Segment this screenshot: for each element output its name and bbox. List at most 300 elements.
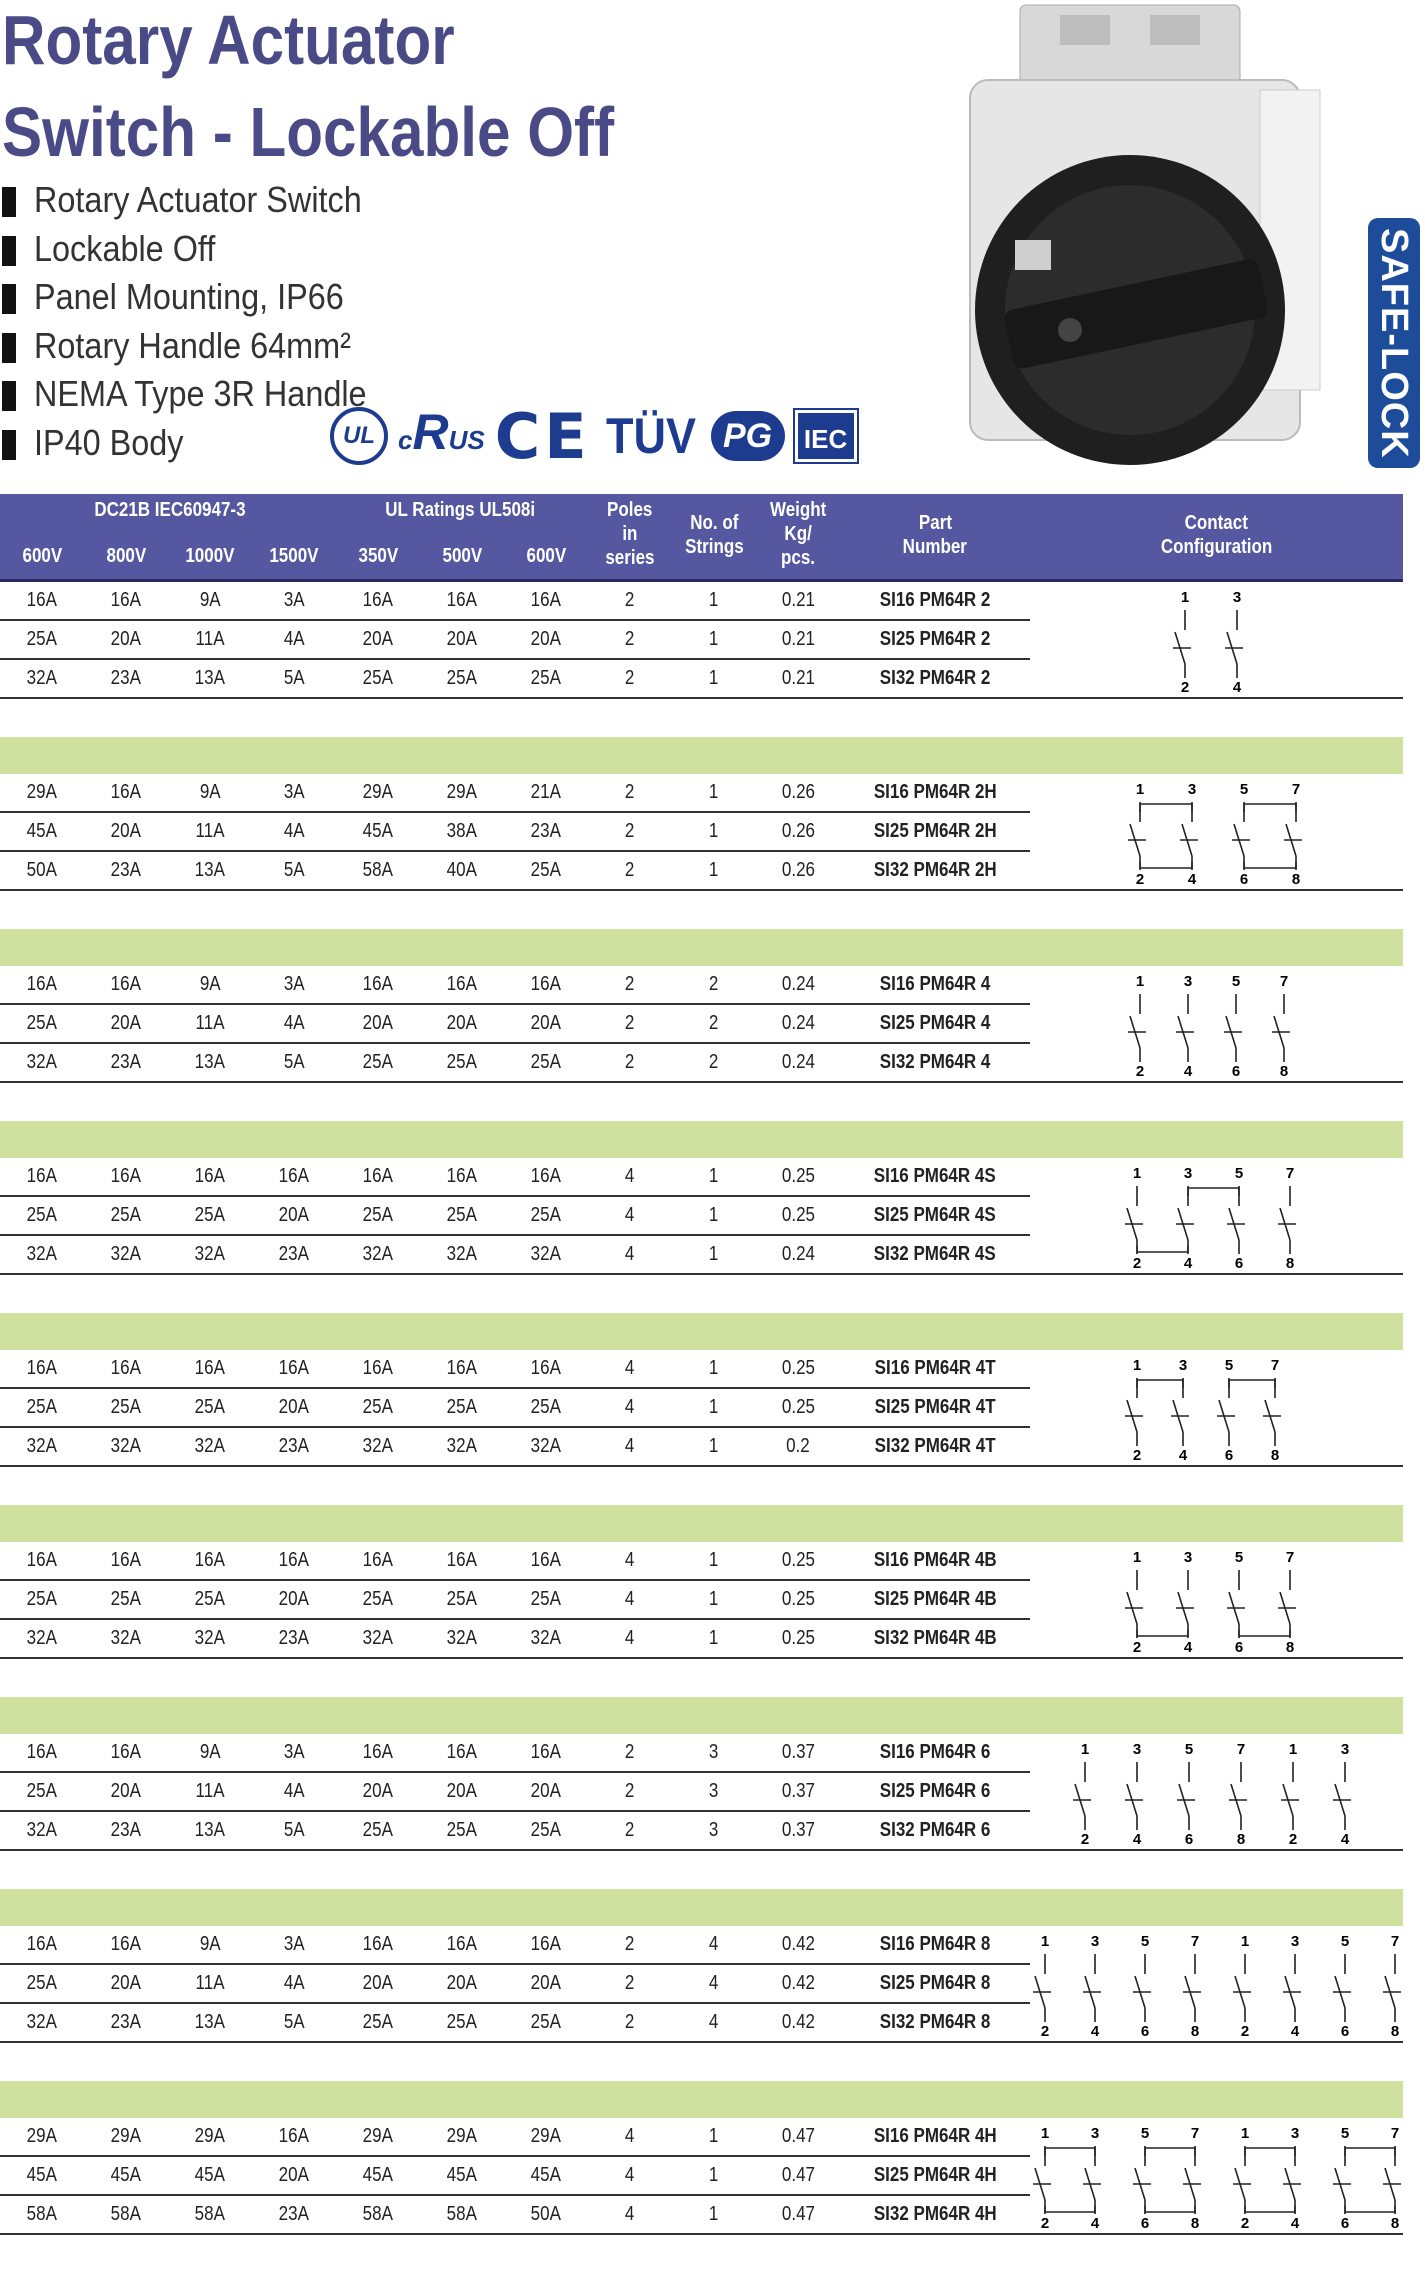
bullet-icon [2, 236, 16, 266]
pg-logo: PG [711, 411, 785, 461]
switch-contact-icon [1333, 1762, 1351, 1830]
cell-ul-350v: 20A [362, 1012, 394, 1034]
cell-dc-1000v: 58A [194, 2203, 226, 2225]
bridge-line [1239, 1630, 1290, 1636]
switch-contact-icon [1227, 1186, 1245, 1254]
cell-strings: 1 [709, 589, 719, 611]
cell-ul-350v: 16A [362, 589, 394, 611]
cell-dc-1000v: 25A [194, 1204, 226, 1226]
terminal-label: 4 [1183, 1255, 1193, 1272]
config-group [0, 1734, 1403, 1889]
switch-contact-icon [1173, 610, 1191, 678]
switch-contact-icon [1233, 1954, 1251, 2022]
cell-ul-500v: 20A [446, 1972, 478, 1994]
cell-weight: 0.2 [786, 1435, 810, 1457]
terminal-label: 6 [1184, 1831, 1194, 1848]
cell-ul-500v: 29A [446, 781, 478, 803]
terminal-label: 6 [1234, 1639, 1244, 1656]
cell-dc-600v: 32A [26, 1819, 58, 1841]
cell-dc-800v: 29A [110, 2125, 142, 2147]
switch-contact-icon [1180, 802, 1198, 870]
cell-weight: 0.24 [781, 1051, 815, 1073]
cell-strings: 1 [709, 1243, 719, 1265]
cell-ul-350v: 25A [362, 1588, 394, 1610]
cell-ul-600v: 16A [530, 973, 562, 995]
cell-dc-1500v: 5A [283, 859, 305, 881]
cell-strings: 1 [709, 1627, 719, 1649]
cell-ul-600v: 25A [530, 2011, 562, 2033]
terminal-label: 2 [1040, 2215, 1050, 2232]
cell-dc-600v: 16A [26, 1165, 58, 1187]
cell-dc-1500v: 23A [278, 1627, 310, 1649]
cell-ul-350v: 16A [362, 973, 394, 995]
cell-ul-500v: 16A [446, 1165, 478, 1187]
config-group [0, 1158, 1403, 1313]
cell-poles: 2 [625, 2011, 635, 2033]
terminal-label: 8 [1291, 871, 1301, 888]
cell-poles: 4 [625, 1627, 635, 1649]
feature-item: Lockable Off [2, 227, 404, 276]
cell-dc-800v: 20A [110, 1972, 142, 1994]
cell-strings: 3 [709, 1741, 719, 1763]
cell-ul-500v: 25A [446, 1819, 478, 1841]
cell-ul-500v: 25A [446, 2011, 478, 2033]
cell-dc-1000v: 16A [194, 1357, 226, 1379]
cell-ul-500v: 16A [446, 1357, 478, 1379]
cell-dc-600v: 50A [26, 859, 58, 881]
cell-strings: 1 [709, 1357, 719, 1379]
switch-contact-icon [1233, 2146, 1251, 2214]
cell-part-number: SI16 PM64R 8 [879, 1933, 991, 1955]
cell-ul-500v: 25A [446, 1051, 478, 1073]
cell-weight: 0.47 [781, 2125, 815, 2147]
terminal-label: 3 [1183, 1165, 1193, 1182]
terminal-label: 5 [1234, 1165, 1244, 1182]
terminal-label: 2 [1040, 2023, 1050, 2040]
cell-part-number: SI16 PM64R 2H [873, 781, 997, 803]
bridge-line [1345, 2206, 1395, 2212]
contact-diagram-4s [0, 1158, 1403, 1275]
terminal-label: 7 [1285, 1165, 1295, 1182]
terminal-label: 7 [1270, 1357, 1280, 1374]
cell-dc-1500v: 20A [278, 2164, 310, 2186]
cell-dc-800v: 16A [110, 1165, 142, 1187]
cell-weight: 0.42 [781, 2011, 815, 2033]
terminal-label: 7 [1236, 1741, 1246, 1758]
cell-poles: 2 [625, 820, 635, 842]
cell-weight: 0.37 [781, 1819, 815, 1841]
cell-poles: 4 [625, 2203, 635, 2225]
group-separator [0, 2081, 1403, 2118]
switch-contact-icon [1227, 1570, 1245, 1638]
cell-dc-600v: 32A [26, 667, 58, 689]
certification-logos [330, 399, 857, 473]
cell-weight: 0.21 [781, 667, 815, 689]
terminal-label: 3 [1232, 589, 1242, 606]
cell-part-number: SI16 PM64R 4H [873, 2125, 997, 2147]
cell-part-number: SI32 PM64R 4B [873, 1627, 997, 1649]
cell-poles: 4 [625, 1204, 635, 1226]
terminal-label: 6 [1140, 2023, 1150, 2040]
cell-part-number: SI25 PM64R 8 [879, 1972, 991, 1994]
contact-diagram-4b [0, 1542, 1403, 1659]
terminal-label: 8 [1390, 2023, 1400, 2040]
terminal-label: 7 [1190, 1933, 1200, 1950]
cell-dc-1500v: 23A [278, 2203, 310, 2225]
terminal-label: 8 [1270, 1447, 1280, 1464]
cell-dc-800v: 58A [110, 2203, 142, 2225]
cell-dc-1000v: 11A [195, 1972, 225, 1994]
cell-dc-600v: 45A [26, 820, 58, 842]
cell-ul-350v: 32A [362, 1243, 394, 1265]
cell-poles: 4 [625, 1243, 635, 1265]
cell-strings: 1 [709, 1204, 719, 1226]
config-group [0, 1350, 1403, 1505]
cell-dc-1500v: 20A [278, 1204, 310, 1226]
cell-weight: 0.24 [781, 1243, 815, 1265]
cell-dc-1500v: 3A [283, 781, 305, 803]
cell-dc-800v: 23A [110, 1051, 142, 1073]
cell-dc-800v: 23A [110, 2011, 142, 2033]
switch-contact-icon [1272, 994, 1290, 1062]
cell-ul-350v: 25A [362, 1051, 394, 1073]
cell-strings: 2 [709, 973, 719, 995]
cell-poles: 4 [625, 1588, 635, 1610]
cell-weight: 0.26 [781, 859, 815, 881]
cell-part-number: SI32 PM64R 4 [879, 1051, 991, 1073]
cell-ul-500v: 25A [446, 1588, 478, 1610]
cell-ul-600v: 25A [530, 1588, 562, 1610]
cell-dc-1500v: 20A [278, 1588, 310, 1610]
cell-ul-500v: 20A [446, 628, 478, 650]
cell-dc-600v: 45A [26, 2164, 58, 2186]
cell-dc-1500v: 3A [283, 1933, 305, 1955]
cell-dc-600v: 25A [26, 1780, 58, 1802]
cell-weight: 0.26 [781, 820, 815, 842]
contact-diagram-4t [0, 1350, 1403, 1467]
cell-dc-1000v: 9A [199, 1741, 221, 1763]
cell-poles: 2 [625, 667, 635, 689]
cell-ul-500v: 16A [446, 589, 478, 611]
header-ul-ratings: UL Ratings UL508i [385, 499, 535, 521]
cell-weight: 0.25 [781, 1549, 815, 1571]
cell-dc-1000v: 11A [195, 1012, 225, 1034]
cell-ul-350v: 29A [362, 781, 394, 803]
cell-ul-500v: 16A [446, 1741, 478, 1763]
cell-weight: 0.47 [781, 2203, 815, 2225]
terminal-label: 2 [1240, 2215, 1250, 2232]
cell-dc-600v: 16A [26, 1741, 58, 1763]
terminal-label: 6 [1239, 871, 1249, 888]
cell-poles: 2 [625, 781, 635, 803]
terminal-label: 1 [1132, 1165, 1142, 1182]
switch-contact-icon [1333, 1954, 1351, 2022]
table-body [0, 582, 1403, 2273]
spec-table [0, 494, 1403, 2273]
cell-strings: 3 [709, 1819, 719, 1841]
cell-dc-600v: 16A [26, 1357, 58, 1379]
ce-logo: CE [494, 399, 591, 473]
switch-contact-icon [1232, 802, 1250, 870]
cell-strings: 4 [709, 1972, 719, 1994]
cell-dc-1000v: 13A [194, 1819, 226, 1841]
cell-ul-600v: 25A [530, 667, 562, 689]
switch-contact-icon [1083, 1954, 1101, 2022]
cell-dc-1000v: 25A [194, 1588, 226, 1610]
cell-strings: 1 [709, 781, 719, 803]
cell-part-number: SI25 PM64R 6 [879, 1780, 991, 1802]
config-group [0, 1926, 1403, 2081]
cell-poles: 4 [625, 1549, 635, 1571]
cell-ul-600v: 16A [530, 1165, 562, 1187]
switch-contact-icon [1176, 1186, 1194, 1254]
header-part-number: Part Number [902, 512, 968, 558]
bridge-line [1140, 862, 1192, 868]
cell-ul-350v: 25A [362, 1204, 394, 1226]
cell-dc-1500v: 4A [283, 820, 305, 842]
cell-dc-800v: 32A [110, 1243, 142, 1265]
terminal-label: 8 [1285, 1639, 1295, 1656]
header-ul-600v: 600V [526, 545, 566, 567]
cell-dc-800v: 16A [110, 1357, 142, 1379]
cell-ul-600v: 32A [530, 1627, 562, 1649]
cell-dc-800v: 16A [110, 1933, 142, 1955]
cell-ul-600v: 25A [530, 1396, 562, 1418]
group-separator [0, 1505, 1403, 1542]
terminal-label: 3 [1090, 2125, 1100, 2142]
cell-dc-1000v: 9A [199, 781, 221, 803]
cell-dc-600v: 32A [26, 1243, 58, 1265]
cell-poles: 2 [625, 973, 635, 995]
bridge-line [1140, 804, 1192, 812]
cell-strings: 1 [709, 1588, 719, 1610]
header-poles: Poles in series [605, 499, 655, 569]
header-strings: No. of Strings [684, 512, 744, 558]
terminal-label: 4 [1090, 2023, 1100, 2040]
cell-dc-600v: 25A [26, 1588, 58, 1610]
cell-part-number: SI32 PM64R 8 [879, 2011, 991, 2033]
group-separator [0, 1121, 1403, 1158]
cell-ul-600v: 20A [530, 1012, 562, 1034]
cell-poles: 2 [625, 589, 635, 611]
terminal-label: 7 [1390, 1933, 1400, 1950]
cell-part-number: SI25 PM64R 2 [879, 628, 991, 650]
cell-dc-1000v: 32A [194, 1243, 226, 1265]
cell-strings: 4 [709, 1933, 719, 1955]
cell-dc-600v: 32A [26, 1627, 58, 1649]
cell-ul-600v: 25A [530, 859, 562, 881]
terminal-label: 8 [1190, 2023, 1200, 2040]
cell-dc-800v: 23A [110, 1819, 142, 1841]
cell-poles: 4 [625, 2164, 635, 2186]
cell-poles: 2 [625, 1933, 635, 1955]
terminal-label: 1 [1240, 2125, 1250, 2142]
cell-part-number: SI32 PM64R 4H [873, 2203, 997, 2225]
cell-dc-1500v: 16A [278, 1549, 310, 1571]
cell-dc-1000v: 9A [199, 1933, 221, 1955]
cell-dc-1500v: 3A [283, 1741, 305, 1763]
cell-dc-800v: 23A [110, 667, 142, 689]
bullet-icon [2, 284, 16, 314]
terminal-label: 5 [1234, 1549, 1244, 1566]
cell-ul-600v: 16A [530, 1933, 562, 1955]
table-header [0, 494, 1403, 582]
bridge-line [1045, 2206, 1095, 2212]
switch-contact-icon [1133, 1954, 1151, 2022]
cell-dc-800v: 20A [110, 1012, 142, 1034]
cell-weight: 0.25 [781, 1204, 815, 1226]
terminal-label: 4 [1183, 1063, 1193, 1080]
cell-ul-350v: 45A [362, 820, 394, 842]
cell-dc-1000v: 16A [194, 1165, 226, 1187]
cell-weight: 0.42 [781, 1972, 815, 1994]
bridge-line [1244, 862, 1296, 868]
cell-dc-600v: 25A [26, 1204, 58, 1226]
cell-dc-1000v: 16A [194, 1549, 226, 1571]
group-separator [0, 1889, 1403, 1926]
terminal-label: 3 [1090, 1933, 1100, 1950]
terminal-label: 1 [1080, 1741, 1090, 1758]
terminal-label: 5 [1340, 1933, 1350, 1950]
cell-ul-500v: 45A [446, 2164, 478, 2186]
cell-ul-500v: 16A [446, 1933, 478, 1955]
terminal-label: 2 [1132, 1255, 1142, 1272]
cell-ul-500v: 40A [446, 859, 478, 881]
cell-dc-1500v: 4A [283, 628, 305, 650]
cell-weight: 0.25 [781, 1357, 815, 1379]
cell-strings: 1 [709, 859, 719, 881]
terminal-label: 3 [1290, 1933, 1300, 1950]
switch-contact-icon [1278, 1570, 1296, 1638]
terminal-label: 7 [1291, 781, 1301, 798]
cell-dc-1000v: 45A [194, 2164, 226, 2186]
cell-dc-800v: 16A [110, 1741, 142, 1763]
cell-strings: 1 [709, 1396, 719, 1418]
terminal-label: 1 [1240, 1933, 1250, 1950]
cell-dc-600v: 29A [26, 2125, 58, 2147]
bridge-line [1145, 2148, 1195, 2156]
cell-dc-600v: 16A [26, 1549, 58, 1571]
switch-contact-icon [1033, 2146, 1051, 2214]
cell-ul-500v: 16A [446, 1549, 478, 1571]
cell-ul-600v: 20A [530, 1780, 562, 1802]
header-1500v: 1500V [269, 545, 319, 567]
cell-ul-500v: 25A [446, 1204, 478, 1226]
config-group [0, 966, 1403, 1121]
contact-diagram-6-pole [0, 1734, 1403, 1851]
cell-poles: 2 [625, 1819, 635, 1841]
terminal-label: 4 [1178, 1447, 1188, 1464]
cell-ul-600v: 25A [530, 1819, 562, 1841]
feature-item: Panel Mounting, IP66 [2, 275, 404, 324]
terminal-label: 1 [1135, 973, 1145, 990]
terminal-label: 6 [1140, 2215, 1150, 2232]
cell-strings: 1 [709, 2203, 719, 2225]
cell-part-number: SI25 PM64R 4B [873, 1588, 997, 1610]
cell-dc-600v: 58A [26, 2203, 58, 2225]
switch-contact-icon [1284, 802, 1302, 870]
contact-diagram-4-pole [0, 966, 1403, 1083]
cell-dc-1500v: 16A [278, 1357, 310, 1379]
cell-ul-500v: 32A [446, 1243, 478, 1265]
header-800v: 800V [106, 545, 146, 567]
cell-poles: 2 [625, 628, 635, 650]
cell-dc-600v: 25A [26, 1396, 58, 1418]
cell-ul-500v: 25A [446, 667, 478, 689]
cell-poles: 2 [625, 1012, 635, 1034]
cell-ul-500v: 58A [446, 2203, 478, 2225]
terminal-label: 4 [1290, 2215, 1300, 2232]
header-weight: Weight Kg/ pcs. [769, 499, 827, 569]
group-separator [0, 1697, 1403, 1734]
terminal-label: 3 [1290, 2125, 1300, 2142]
cell-dc-1000v: 11A [195, 628, 225, 650]
terminal-label: 5 [1224, 1357, 1234, 1374]
bridge-line [1245, 2206, 1295, 2212]
cell-ul-350v: 20A [362, 1780, 394, 1802]
terminal-label: 1 [1180, 589, 1190, 606]
cell-strings: 1 [709, 820, 719, 842]
cell-ul-600v: 16A [530, 1549, 562, 1571]
cell-strings: 1 [709, 667, 719, 689]
switch-contact-icon [1217, 1378, 1235, 1446]
cell-poles: 4 [625, 1357, 635, 1379]
contact-diagram-2-pole [0, 582, 1403, 699]
cell-weight: 0.37 [781, 1780, 815, 1802]
cell-ul-600v: 16A [530, 1741, 562, 1763]
cell-strings: 4 [709, 2011, 719, 2033]
switch-contact-icon [1177, 1762, 1195, 1830]
switch-contact-icon [1125, 1378, 1143, 1446]
config-group [0, 1542, 1403, 1697]
cell-ul-500v: 38A [446, 820, 478, 842]
switch-contact-icon [1283, 1954, 1301, 2022]
cell-ul-350v: 16A [362, 1165, 394, 1187]
cell-ul-350v: 20A [362, 1972, 394, 1994]
bridge-line [1045, 2148, 1095, 2156]
cell-dc-1500v: 5A [283, 1819, 305, 1841]
feature-item: Rotary Actuator Switch [2, 178, 404, 227]
switch-contact-icon [1278, 1186, 1296, 1254]
terminal-label: 4 [1232, 679, 1242, 696]
cell-dc-1500v: 23A [278, 1435, 310, 1457]
terminal-label: 7 [1285, 1549, 1295, 1566]
cell-ul-600v: 23A [530, 820, 562, 842]
cell-dc-1500v: 23A [278, 1243, 310, 1265]
cell-part-number: SI16 PM64R 6 [879, 1741, 991, 1763]
cell-part-number: SI32 PM64R 2H [873, 859, 997, 881]
cell-ul-500v: 32A [446, 1627, 478, 1649]
terminal-label: 2 [1132, 1639, 1142, 1656]
cell-part-number: SI16 PM64R 4 [879, 973, 991, 995]
cell-dc-800v: 23A [110, 859, 142, 881]
bridge-line [1345, 2148, 1395, 2156]
cell-dc-1500v: 3A [283, 589, 305, 611]
terminal-label: 5 [1184, 1741, 1194, 1758]
cell-ul-600v: 29A [530, 2125, 562, 2147]
cell-weight: 0.25 [781, 1627, 815, 1649]
cell-ul-600v: 25A [530, 1204, 562, 1226]
cell-ul-500v: 20A [446, 1780, 478, 1802]
terminal-label: 6 [1234, 1255, 1244, 1272]
cell-dc-1000v: 11A [195, 820, 225, 842]
bullet-icon [2, 187, 16, 217]
terminal-label: 1 [1040, 2125, 1050, 2142]
cell-weight: 0.25 [781, 1588, 815, 1610]
cell-dc-600v: 16A [26, 589, 58, 611]
cell-dc-1500v: 16A [278, 1165, 310, 1187]
cell-ul-350v: 25A [362, 1819, 394, 1841]
